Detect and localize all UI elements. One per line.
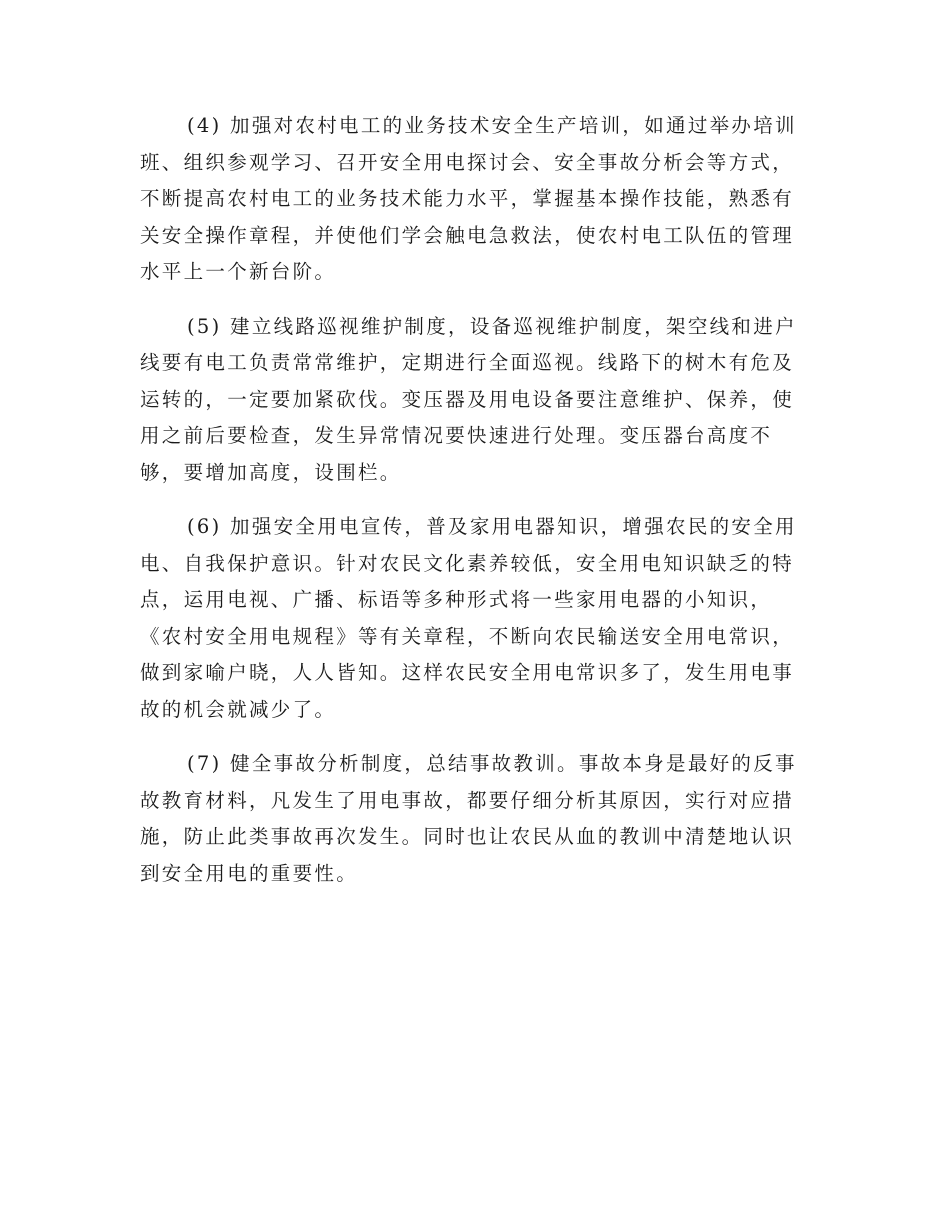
paragraph-line: (7) 健全事故分析制度，总结事故教训。事故本身是最好的反事 bbox=[187, 752, 797, 775]
paragraph-line: 关安全操作章程，并使他们学会触电急救法，使农村电工队伍的管理 bbox=[140, 223, 795, 247]
paragraph-line: 故的机会就减少了。 bbox=[140, 697, 337, 721]
paragraph-line: 水平上一个新台阶。 bbox=[140, 260, 337, 283]
paragraph-line: 够，要增加高度，设围栏。 bbox=[140, 460, 402, 484]
paragraph-line: 施，防止此类事故再次发生。同时也让农民从血的教训中清楚地认识 bbox=[140, 825, 795, 848]
paragraph-7 bbox=[140, 746, 800, 892]
paragraph-line: 线要有电工负责常常维护，定期进行全面巡视。线路下的树木有危及 bbox=[140, 351, 795, 374]
paragraph-line: 《农村安全用电规程》等有关章程，不断向农民输送安全用电常识， bbox=[140, 624, 795, 648]
document-page bbox=[140, 108, 800, 910]
paragraph-line: 点，运用电视、广播、标语等多种形式将一些家用电器的小知识， bbox=[140, 588, 773, 611]
paragraph-5 bbox=[140, 309, 800, 492]
paragraph-line: 运转的，一定要加紧砍伐。变压器及用电设备要注意维护、保养，使 bbox=[140, 387, 795, 411]
paragraph-line: (6) 加强安全用电宣传，普及家用电器知识，增强农民的安全用 bbox=[187, 515, 797, 538]
paragraph-line: 用之前后要检查，发生异常情况要快速进行处理。变压器台高度不 bbox=[140, 424, 773, 447]
paragraph-line: 电、自我保护意识。针对农民文化素养较低，安全用电知识缺乏的特 bbox=[140, 551, 795, 575]
paragraph-line: (5) 建立线路巡视维护制度，设备巡视维护制度，架空线和进户 bbox=[187, 314, 797, 338]
paragraph-line: 故教育材料，凡发生了用电事故，都要仔细分析其原因，实行对应措 bbox=[140, 788, 795, 812]
paragraph-line: 到安全用电的重要性。 bbox=[140, 861, 359, 885]
paragraph-line: 做到家喻户晓，人人皆知。这样农民安全用电常识多了，发生用电事 bbox=[140, 661, 795, 684]
paragraph-line: (4) 加强对农村电工的业务技术安全生产培训，如通过举办培训 bbox=[187, 114, 797, 137]
paragraph-6 bbox=[140, 509, 800, 728]
paragraph-line: 班、组织参观学习、召开安全用电探讨会、安全事故分析会等方式， bbox=[140, 150, 795, 174]
paragraph-line: 不断提高农村电工的业务技术能力水平，掌握基本操作技能，熟悉有 bbox=[140, 187, 795, 210]
paragraph-4 bbox=[140, 108, 800, 291]
